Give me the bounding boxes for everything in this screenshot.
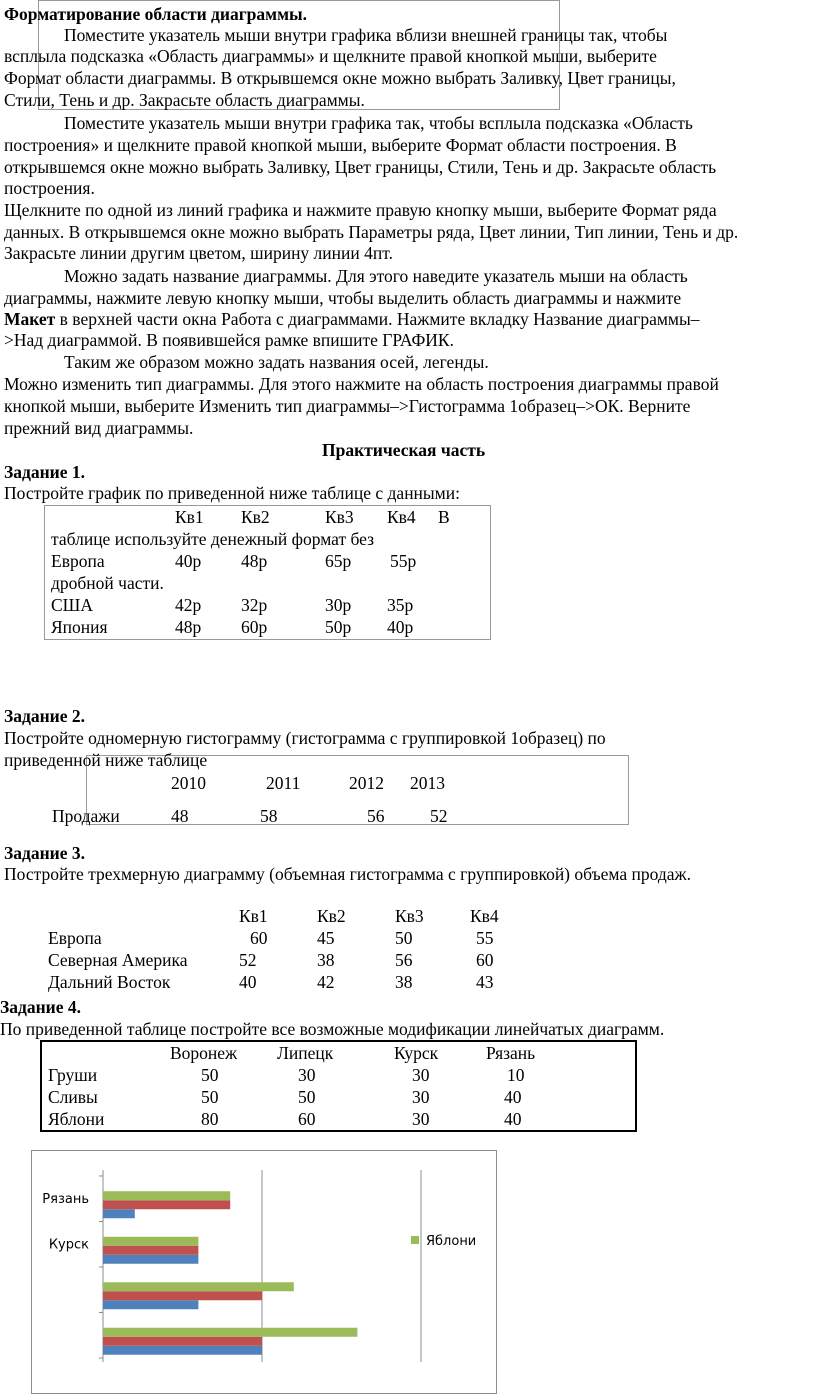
task3-text: Постройте трехмерную диаграмму (объемная гистограмма с группировкой) объема продаж. (4, 864, 692, 884)
table-header: Кв2 (241, 507, 270, 527)
paragraph-line: кнопкой мыши, выберите Изменить тип диаграммы–>Гистограмма 1образец–>ОК. Верните (4, 396, 691, 416)
table-row-label: Япония (51, 617, 108, 637)
bar (103, 1237, 198, 1246)
table-cell: 50 (395, 928, 413, 948)
paragraph-line-rest: в верхней части окна Работа с диаграммами. Нажмите вкладку Название диаграммы– (59, 309, 700, 329)
table-cell: 50 (201, 1087, 219, 1107)
table-cell: 50 (201, 1065, 219, 1085)
table-cell: 10 (507, 1065, 525, 1085)
task1-table (44, 505, 491, 640)
table-cell: 40 (239, 972, 257, 992)
table-cell: 45 (317, 928, 335, 948)
table-cell: 80 (201, 1109, 219, 1129)
bold-word: Макет (4, 309, 56, 329)
paragraph-line: >Над диаграммой. В появившейся рамке впишите ГРАФИК. (4, 330, 454, 350)
table-row-label: Яблони (48, 1109, 105, 1129)
task1-text: Постройте график по приведенной ниже таблице с данными: (4, 483, 460, 503)
bar (103, 1246, 198, 1255)
table-cell: 60 (250, 928, 268, 948)
legend-label: Яблони (426, 1234, 477, 1249)
category-label: Курск (48, 1237, 89, 1253)
table-cell: 52 (239, 950, 257, 970)
table-header: Кв4 (387, 507, 416, 527)
task4-text: По приведенной таблице постройте все возможные модификации линейчатых диаграмм. (0, 1019, 665, 1039)
table-cell: 50 (298, 1087, 316, 1107)
table-row-label: Сливы (48, 1087, 98, 1107)
paragraph-line: Можно задать название диаграммы. Для этого наведите указатель мыши на область (64, 266, 688, 286)
bar (103, 1291, 262, 1300)
table-row-label: Груши (48, 1065, 98, 1085)
table-cell: 30 (298, 1065, 316, 1085)
table-row-label: Дальний Восток (48, 972, 171, 992)
table-header: 2010 (171, 773, 206, 793)
task4-table (40, 1040, 637, 1132)
bar (103, 1328, 357, 1337)
paragraph-line: построения» и щелкните правой кнопкой мыши, выберите Формат области построения. В (4, 135, 677, 155)
table-note: В (438, 507, 450, 527)
table-note: дробной части. (51, 573, 164, 593)
paragraph-line: данных. В открывшемся окне можно выбрать Параметры ряда, Цвет линии, Тип линии, Тень и др. (4, 222, 739, 242)
paragraph-line: всплыла подсказка «Область диаграммы» и щелкните правой кнопкой мыши, выберите (4, 46, 657, 66)
paragraph-line: Можно изменить тип диаграммы. Для этого нажмите на область построения диаграммы правой (4, 374, 719, 394)
table-cell: 35р (387, 595, 414, 615)
table-cell: 42р (175, 595, 202, 615)
paragraph-line: прежний вид диаграммы. (4, 418, 194, 438)
paragraph-line: открывшемся окне можно выбрать Заливку, Цвет границы, Стили, Тень и др. Закрасьте область (4, 157, 717, 177)
table-header: 2012 (349, 773, 384, 793)
table-cell: 43 (476, 972, 494, 992)
paragraph-line: Поместите указатель мыши внутри графика вблизи внешней границы так, чтобы (64, 25, 668, 45)
table-header: Воронеж (170, 1043, 238, 1063)
table-header: 2013 (410, 773, 445, 793)
table-cell: 48 (171, 806, 189, 826)
section-title: Форматирование области диаграммы. (4, 4, 308, 24)
table-cell: 38 (317, 950, 335, 970)
table-header: Кв1 (239, 906, 268, 926)
table-cell: 52 (430, 806, 448, 826)
table-header: Кв3 (395, 906, 424, 926)
table-header: Кв3 (325, 507, 354, 527)
paragraph-line: Формат области диаграммы. В открывшемся окне можно выбрать Заливку, Цвет границы, (4, 68, 676, 88)
table-row-label: США (51, 595, 93, 615)
table-cell: 38 (395, 972, 413, 992)
table-cell: 56 (367, 806, 385, 826)
paragraph-line: построения. (4, 178, 95, 198)
bar (103, 1300, 198, 1309)
paragraph-line: Закрасьте линии другим цветом, ширину линии 4пт. (4, 243, 393, 263)
table-cell: 50р (325, 617, 352, 637)
table-cell: 58 (260, 806, 278, 826)
category-label: Рязань (42, 1191, 89, 1207)
table-cell: 30 (412, 1065, 430, 1085)
table-cell: 48р (175, 617, 202, 637)
bar (103, 1255, 198, 1264)
table-header: Кв2 (317, 906, 346, 926)
table-header: Кв4 (470, 906, 499, 926)
task2-text: Постройте одномерную гистограмму (гистограмма с группировкой 1образец) по (4, 728, 606, 748)
bar (103, 1191, 230, 1200)
table-cell: 40 (504, 1087, 522, 1107)
task2-title: Задание 2. (4, 706, 86, 726)
table-row-label: Европа (51, 551, 105, 571)
paragraph-line: диаграммы, нажмите левую кнопку мыши, чтобы выделить область диаграммы и нажмите (4, 288, 682, 308)
table-cell: 32р (241, 595, 268, 615)
bar (103, 1346, 262, 1355)
task1-title: Задание 1. (4, 462, 86, 482)
chart-area[interactable] (32, 1151, 497, 1394)
paragraph-line: Щелкните по одной из линий графика и нажмите правую кнопку мыши, выберите Формат ряда (4, 200, 717, 220)
table-cell: 56 (395, 950, 413, 970)
table-header: Курск (394, 1043, 439, 1063)
table-note: таблице используйте денежный формат без (51, 529, 375, 549)
table-cell: 30р (325, 595, 352, 615)
table-cell: 60р (241, 617, 268, 637)
table-cell: 42 (317, 972, 335, 992)
practice-title: Практическая часть (322, 440, 486, 460)
bar-chart[interactable] (31, 1150, 497, 1394)
table-cell: 48р (241, 551, 268, 571)
table-cell: 40 (504, 1109, 522, 1129)
table-header: Липецк (277, 1043, 334, 1063)
task2-text: приведенной ниже таблице (4, 750, 208, 770)
table-row-label: Северная Америка (48, 950, 188, 970)
legend-marker (411, 1236, 419, 1244)
bar (103, 1200, 230, 1209)
table-cell: 65р (325, 551, 352, 571)
table-cell: 55 (476, 928, 494, 948)
table-header: Рязань (486, 1043, 536, 1063)
table-cell: 60 (476, 950, 494, 970)
paragraph-line: Стили, Тень и др. Закрасьте область диаграммы. (4, 90, 365, 110)
table-header: 2011 (266, 773, 301, 793)
bar (103, 1282, 294, 1291)
table-cell: 40р (175, 551, 202, 571)
task4-title: Задание 4. (0, 997, 82, 1017)
paragraph-line (4, 309, 700, 330)
task3-title: Задание 3. (4, 843, 86, 863)
table-cell: 30 (412, 1087, 430, 1107)
paragraph-line: Таким же образом можно задать названия осей, легенды. (64, 352, 489, 372)
table-row-label: Европа (48, 928, 102, 948)
paragraph-line: Поместите указатель мыши внутри графика так, чтобы всплыла подсказка «Область (64, 113, 693, 133)
table-row-label: Продажи (52, 806, 120, 826)
bar (103, 1337, 262, 1346)
bar (103, 1209, 135, 1218)
table-cell: 60 (298, 1109, 316, 1129)
table-cell: 40р (387, 617, 414, 637)
table-cell: 55р (390, 551, 417, 571)
table-header: Кв1 (175, 507, 204, 527)
table-cell: 30 (412, 1109, 430, 1129)
